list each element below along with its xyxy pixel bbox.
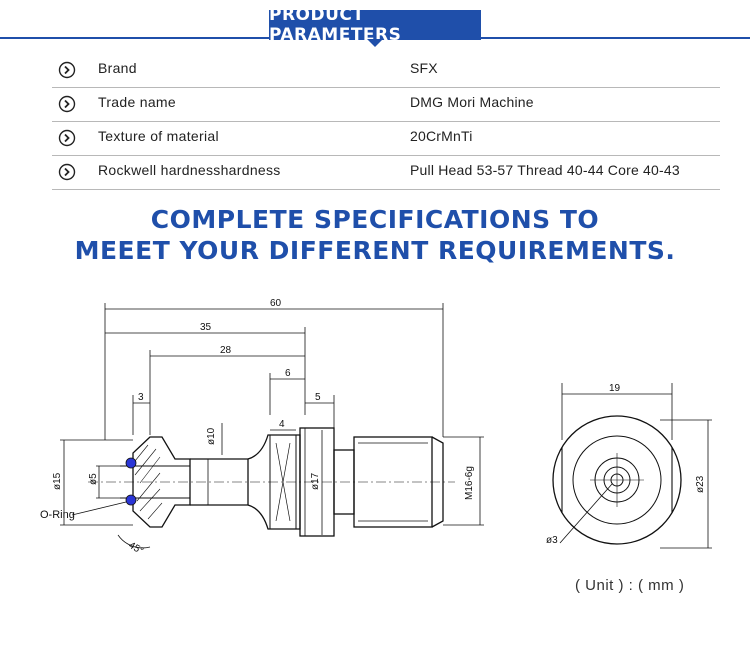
- param-value: DMG Mori Machine: [410, 94, 534, 110]
- dim-5: 5: [315, 392, 321, 403]
- chevron-right-icon: [58, 95, 76, 113]
- dim-3: 3: [138, 392, 144, 403]
- section-title: PRODUCT PARAMETERS: [269, 10, 481, 40]
- unit-note: ( Unit ) : ( mm ): [575, 577, 685, 594]
- param-label: Rockwell hardnesshardness: [98, 162, 281, 178]
- param-value: Pull Head 53-57 Thread 40-44 Core 40-43: [410, 162, 680, 178]
- chevron-right-icon: [58, 163, 76, 181]
- chevron-right-icon: [58, 129, 76, 147]
- dim-35: 35: [200, 322, 212, 333]
- technical-drawing: [0, 285, 750, 575]
- dim-d3: ø3: [546, 535, 558, 546]
- param-label: Texture of material: [98, 128, 219, 144]
- header-pointer: [367, 39, 383, 47]
- dim-6: 6: [285, 368, 291, 379]
- param-row-hardness: [52, 155, 720, 190]
- param-label: Trade name: [98, 94, 176, 110]
- pull-stud-side-view: [40, 298, 484, 557]
- param-value: SFX: [410, 60, 438, 76]
- dim-thread: M16-6g: [464, 466, 475, 500]
- param-row-brand: [52, 53, 720, 88]
- dim-19: 19: [609, 383, 621, 394]
- dim-d5: ø5: [88, 473, 99, 485]
- param-value: 20CrMnTi: [410, 128, 473, 144]
- headline-line-1: COMPLETE SPECIFICATIONS TO: [150, 205, 600, 234]
- dim-4: 4: [279, 419, 285, 430]
- param-row-material: [52, 121, 720, 156]
- o-ring-label: O-Ring: [40, 509, 75, 521]
- dim-60: 60: [270, 298, 282, 309]
- chevron-right-icon: [58, 61, 76, 79]
- dim-28: 28: [220, 345, 232, 356]
- param-row-trade-name: [52, 87, 720, 122]
- dim-d17: ø17: [310, 472, 321, 490]
- dim-d10: ø10: [206, 427, 217, 445]
- dim-d15: ø15: [52, 472, 63, 490]
- param-label: Brand: [98, 60, 137, 76]
- headline-line-2: MEEET YOUR DIFFERENT REQUIREMENTS.: [74, 236, 676, 265]
- dim-angle: 45°: [126, 540, 146, 558]
- dim-d23: ø23: [695, 475, 706, 493]
- pull-stud-end-view: [546, 383, 712, 548]
